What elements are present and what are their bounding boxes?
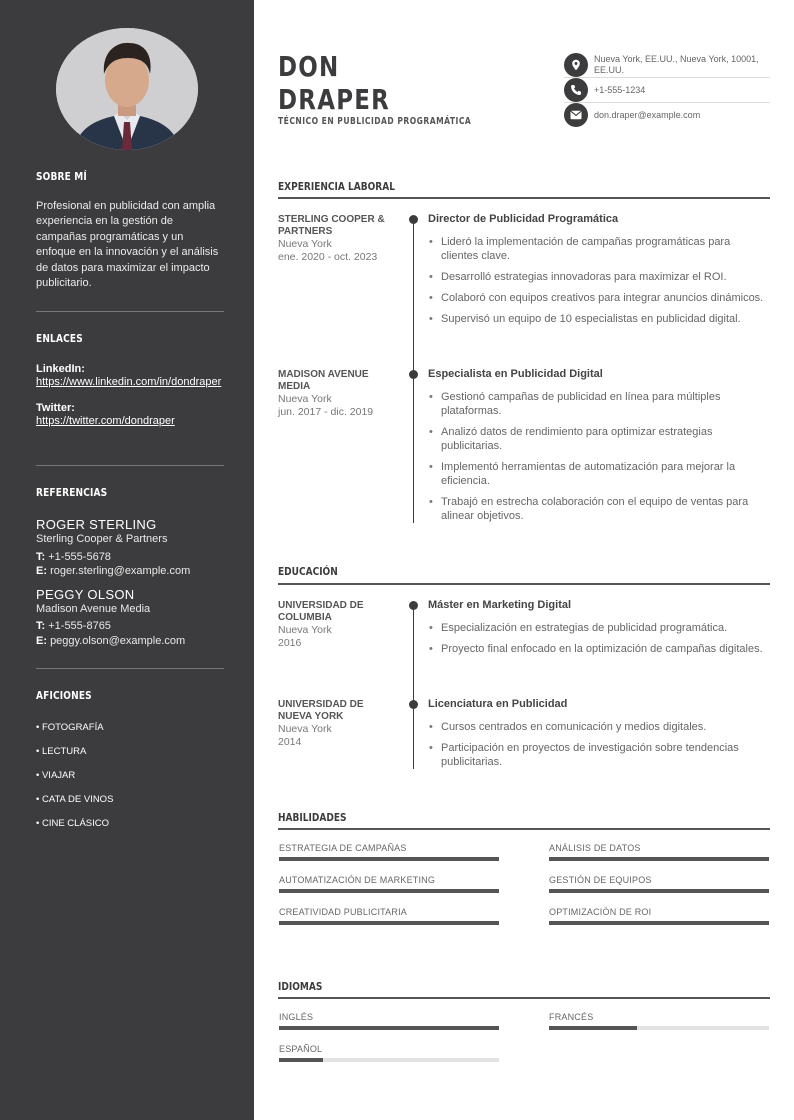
skill-item [279, 907, 499, 925]
language-bar [279, 1058, 499, 1062]
skill-bar-fill [279, 889, 499, 893]
language-bar [279, 1026, 499, 1030]
reference-company: Sterling Cooper & Partners [36, 533, 168, 545]
links-section [36, 332, 224, 428]
role-title: Especialista en Publicidad Digital [428, 368, 603, 380]
organization-location: Nueva York [278, 393, 332, 405]
skill-item [279, 843, 499, 861]
phone-icon [564, 78, 588, 102]
reference-phone: T: +1-555-5678 [36, 550, 111, 563]
skills-heading: HABILIDADES [278, 811, 347, 824]
skill-label: CREATIVIDAD PUBLICITARIA [279, 907, 407, 917]
organization-dates: ene. 2020 - oct. 2023 [278, 251, 378, 263]
section-rule [278, 583, 770, 585]
organization-name: MADISON AVENUE MEDIA [278, 369, 369, 392]
organization-name: UNIVERSIDAD DE NUEVA YORK [278, 699, 364, 722]
organization-location: Nueva York [278, 723, 332, 735]
language-bar [549, 1026, 769, 1030]
education-heading: EDUCACIÓN [278, 565, 338, 578]
list-item: • Trabajó en estrecha colaboración con el equipo de ventas para alinear objetivos. [428, 495, 770, 523]
hobby-item: • LECTURA [36, 746, 87, 757]
skill-label: AUTOMATIZACIÓN DE MARKETING [279, 875, 436, 885]
reference-company: Madison Avenue Media [36, 602, 151, 615]
job-title: TÉCNICO EN PUBLICIDAD PROGRAMÁTICA [278, 116, 472, 127]
skill-label: ANÁLISIS DE DATOS [549, 843, 641, 853]
section-rule [278, 828, 770, 830]
sidebar-divider [36, 465, 224, 466]
languages-heading: IDIOMAS [278, 980, 323, 993]
reference-name: ROGER STERLING [36, 517, 157, 532]
hobby-item: • CATA DE VINOS [36, 794, 114, 805]
list-item: • Especialización en estrategias de publicidad programática. [428, 621, 770, 635]
degree-title: Licenciatura en Publicidad [428, 698, 568, 710]
timeline-dot [409, 370, 418, 379]
skill-item [549, 907, 769, 925]
language-bar-fill [549, 1026, 637, 1030]
language-bar-fill [279, 1026, 499, 1030]
location-pin-icon [564, 53, 588, 77]
hobbies-section [36, 689, 224, 842]
timeline-dot [409, 601, 418, 610]
skill-bar [549, 921, 769, 925]
language-label: FRANCÉS [549, 1012, 594, 1022]
skill-item [549, 875, 769, 893]
list-item: • Gestionó campañas de publicidad en línea para múltiples plataformas. [428, 390, 770, 418]
experience-heading: EXPERIENCIA LABORAL [278, 180, 395, 193]
twitter-link[interactable]: https://twitter.com/dondraper [36, 415, 175, 427]
skill-label: GESTIÓN DE EQUIPOS [549, 875, 652, 885]
section-rule [278, 197, 770, 199]
education-timeline [413, 605, 414, 769]
education-org [278, 600, 396, 650]
sidebar [0, 0, 254, 1120]
skill-bar [549, 857, 769, 861]
degree-bullets [428, 720, 770, 776]
hobby-item: • CINE CLÁSICO [36, 818, 110, 829]
list-item: • Lideró la implementación de campañas programáticas para clientes clave. [428, 235, 770, 263]
list-item: • Implementó herramientas de automatización para mejorar la eficiencia. [428, 460, 770, 488]
links-heading: ENLACES [36, 332, 83, 345]
skill-bar-fill [279, 857, 499, 861]
language-label: ESPAÑOL [279, 1044, 323, 1054]
envelope-icon [564, 103, 588, 127]
skill-item [279, 875, 499, 893]
list-item: • Supervisó un equipo de 10 especialistas en publicidad digital. [428, 312, 770, 326]
language-bar-fill [279, 1058, 323, 1062]
skill-bar [279, 857, 499, 861]
contact-address [564, 53, 770, 77]
language-label: INGLÉS [279, 1012, 314, 1022]
skill-bar-fill [279, 921, 499, 925]
references-section [36, 486, 224, 648]
reference-item [36, 517, 224, 579]
linkedin-label: LinkedIn: [36, 363, 85, 375]
address-text: Nueva York, EE.UU., Nueva York, 10001, EE.UU. [594, 54, 759, 75]
skill-bar-fill [549, 921, 769, 925]
experience-org [278, 214, 396, 264]
degree-title: Máster en Marketing Digital [428, 599, 572, 611]
reference-email: E: roger.sterling@example.com [36, 565, 191, 577]
list-item: • Proyecto final enfocado en la optimización de campañas digitales. [428, 642, 770, 656]
linkedin-link[interactable]: https://www.linkedin.com/in/dondraper [36, 376, 222, 388]
sidebar-divider [36, 311, 224, 312]
organization-name: UNIVERSIDAD DE COLUMBIA [278, 600, 364, 623]
reference-phone: T: +1-555-8765 [36, 620, 111, 632]
email-text: don.draper@example.com [594, 110, 701, 120]
role-title: Director de Publicidad Programática [428, 213, 619, 225]
organization-dates: 2016 [278, 637, 302, 649]
role-bullets [428, 390, 770, 530]
education-org [278, 699, 396, 749]
skill-item [549, 843, 769, 861]
section-rule [278, 997, 770, 999]
sidebar-divider [36, 668, 224, 669]
about-heading: SOBRE MÍ [36, 170, 87, 183]
organization-location: Nueva York [278, 238, 332, 250]
about-text: Profesional en publicidad con amplia experiencia en la gestión de campañas programáticas y un enfoque en la innovación y el análisis de datos para maximizar el impacto publicitario. [36, 200, 219, 290]
phone-text: +1-555-1234 [594, 85, 646, 95]
skill-bar [279, 921, 499, 925]
hobby-item: • VIAJAR [36, 770, 76, 781]
degree-bullets [428, 621, 770, 663]
organization-name: STERLING COOPER & PARTNERS [278, 214, 385, 237]
contact-phone [564, 78, 770, 102]
twitter-label: Twitter: [36, 402, 75, 414]
skill-bar-fill [549, 889, 769, 893]
language-item [549, 1012, 769, 1030]
profile-photo [56, 28, 198, 150]
list-item: • Desarrolló estrategias innovadoras para maximizar el ROI. [428, 270, 770, 284]
list-item: • Analizó datos de rendimiento para optimizar estrategias publicitarias. [428, 425, 770, 453]
references-heading: REFERENCIAS [36, 486, 108, 499]
language-item [279, 1012, 499, 1030]
organization-dates: 2014 [278, 736, 302, 748]
role-bullets [428, 235, 770, 333]
reference-email: E: peggy.olson@example.com [36, 634, 186, 647]
full-name: DON DRAPER [278, 50, 391, 116]
skill-bar [279, 889, 499, 893]
reference-item [36, 587, 224, 649]
skill-label: OPTIMIZACIÓN DE ROI [549, 907, 652, 917]
timeline-dot [409, 215, 418, 224]
reference-name: PEGGY OLSON [36, 586, 135, 602]
experience-org [278, 369, 396, 419]
skill-bar [549, 889, 769, 893]
list-item: • Participación en proyectos de investigación sobre tendencias publicitarias. [428, 741, 770, 769]
list-item: • Cursos centrados en comunicación y medios digitales. [428, 720, 770, 734]
hobby-item: • FOTOGRAFÍA [36, 722, 104, 733]
organization-location: Nueva York [278, 624, 332, 636]
skill-label: ESTRATEGIA DE CAMPAÑAS [279, 843, 407, 853]
contact-email [564, 103, 770, 127]
language-item [279, 1044, 499, 1062]
list-item: • Colaboró con equipos creativos para integrar anuncios dinámicos. [428, 291, 770, 305]
organization-dates: jun. 2017 - dic. 2019 [278, 406, 374, 418]
timeline-dot [409, 700, 418, 709]
about-section [36, 170, 224, 291]
skill-bar-fill [549, 857, 769, 861]
hobbies-heading: AFICIONES [36, 689, 92, 702]
